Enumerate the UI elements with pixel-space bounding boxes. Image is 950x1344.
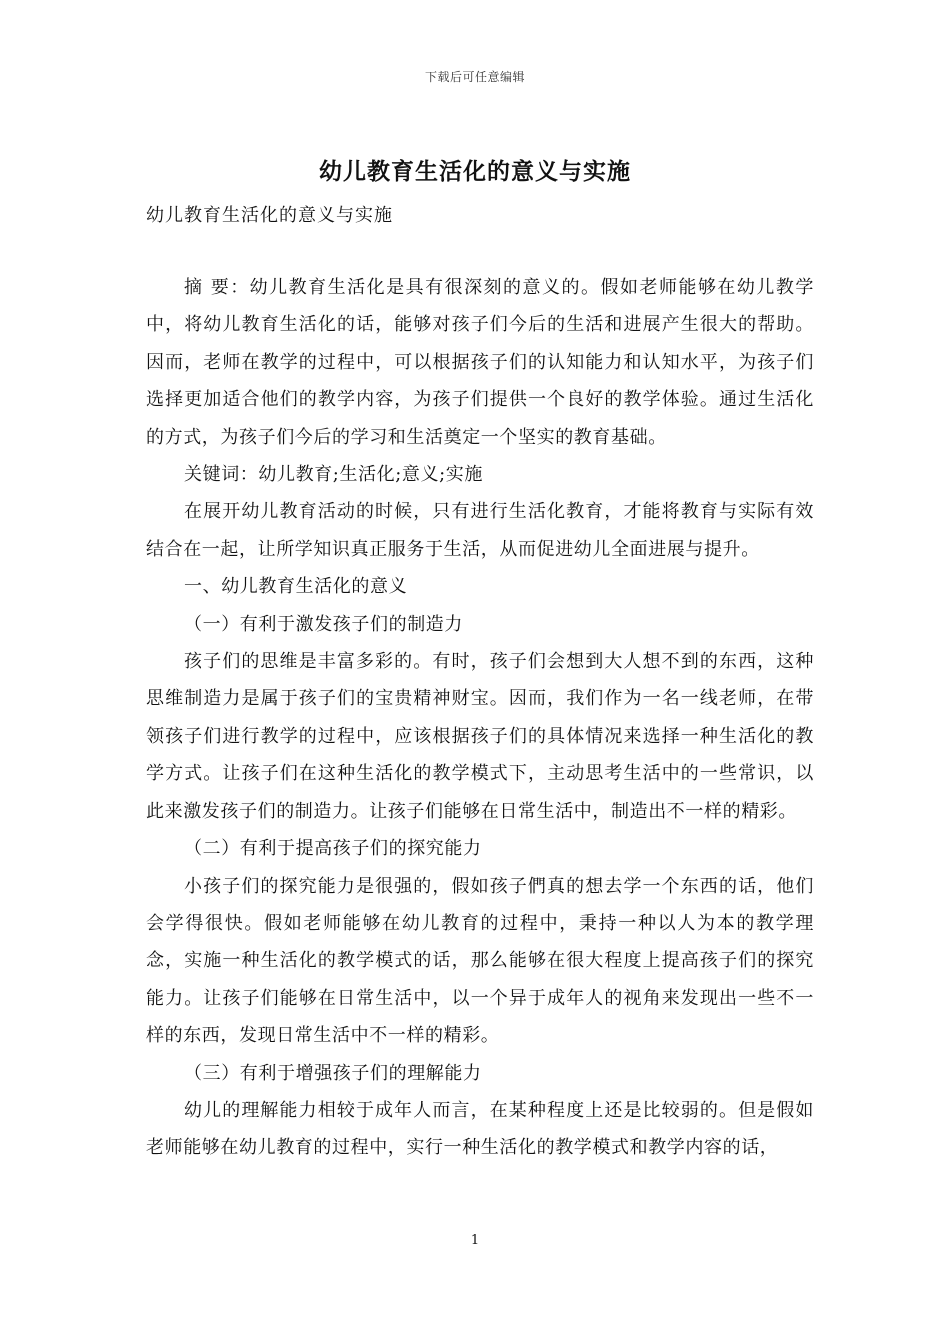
document-subtitle: 幼儿教育生活化的意义与实施 xyxy=(146,205,393,226)
header-note: 下载后可任意编辑 xyxy=(424,70,525,84)
body-paragraph: 幼儿的理解能力相较于成年人而言，在某种程度上还是比较弱的。但是假如老师能够在幼儿教育的过程中，实行一种生活化的教学模式和教学内容的话， xyxy=(146,1099,814,1159)
body-paragraph: 孩子们的思维是丰富多彩的。有时，孩子们会想到大人想不到的东西，这种思维制造力是属于孩子们的宝贵精神财宝。因而，我们作为一名一线老师，在带领孩子们进行教学的过程中，应该根据孩子们的具体情况来选择一种生活化的教学方式。让孩子们在这种生活化的教学模式下，主动思考生活中的一些常识，以此来激发孩子们的制造力。让孩子们能够在日常生活中，制造出不一样的精彩。 xyxy=(146,651,814,822)
page-number: 1 xyxy=(470,1233,480,1248)
subsection-heading: （一）有利于激发孩子们的制造力 xyxy=(184,613,463,635)
abstract-paragraph: 摘 要：幼儿教育生活化是具有很深刻的意义的。假如老师能够在幼儿教学中，将幼儿教育生活化的话，能够对孩子们今后的生活和进展产生很大的帮助。因而，老师在教学的过程中，可以根据孩子们的认知能力和认知水平，为孩子们选择更加适合他们的教学内容，为孩子们提供一个良好的教学体验。通过生活化的方式，为孩子们今后的学习和生活奠定一个坚实的教育基础。 xyxy=(146,277,814,448)
document-body xyxy=(146,269,814,1167)
section-heading: 一、幼儿教育生活化的意义 xyxy=(184,576,408,598)
document-title: 幼儿教育生活化的意义与实施 xyxy=(319,158,631,185)
keywords-paragraph: 关键词：幼儿教育;生活化;意义;实施 xyxy=(184,464,483,486)
intro-paragraph: 在展开幼儿教育活动的时候，只有进行生活化教育，才能将教育与实际有效结合在一起，让所学知识真正服务于生活，从而促进幼儿全面进展与提升。 xyxy=(146,501,814,560)
body-paragraph: 小孩子们的探究能力是很强的，假如孩子們真的想去学一个东西的话，他们会学得很快。假如老师能够在幼儿教育的过程中，秉持一种以人为本的教学理念，实施一种生活化的教学模式的话，那么能够在很大程度上提高孩子们的探究能力。让孩子们能够在日常生活中，以一个异于成年人的视角来发现出一些不一样的东西，发现日常生活中不一样的精彩。 xyxy=(146,875,814,1047)
subsection-heading: （二）有利于提高孩子们的探究能力 xyxy=(184,838,482,860)
subsection-heading: （三）有利于增强孩子们的理解能力 xyxy=(184,1062,482,1084)
